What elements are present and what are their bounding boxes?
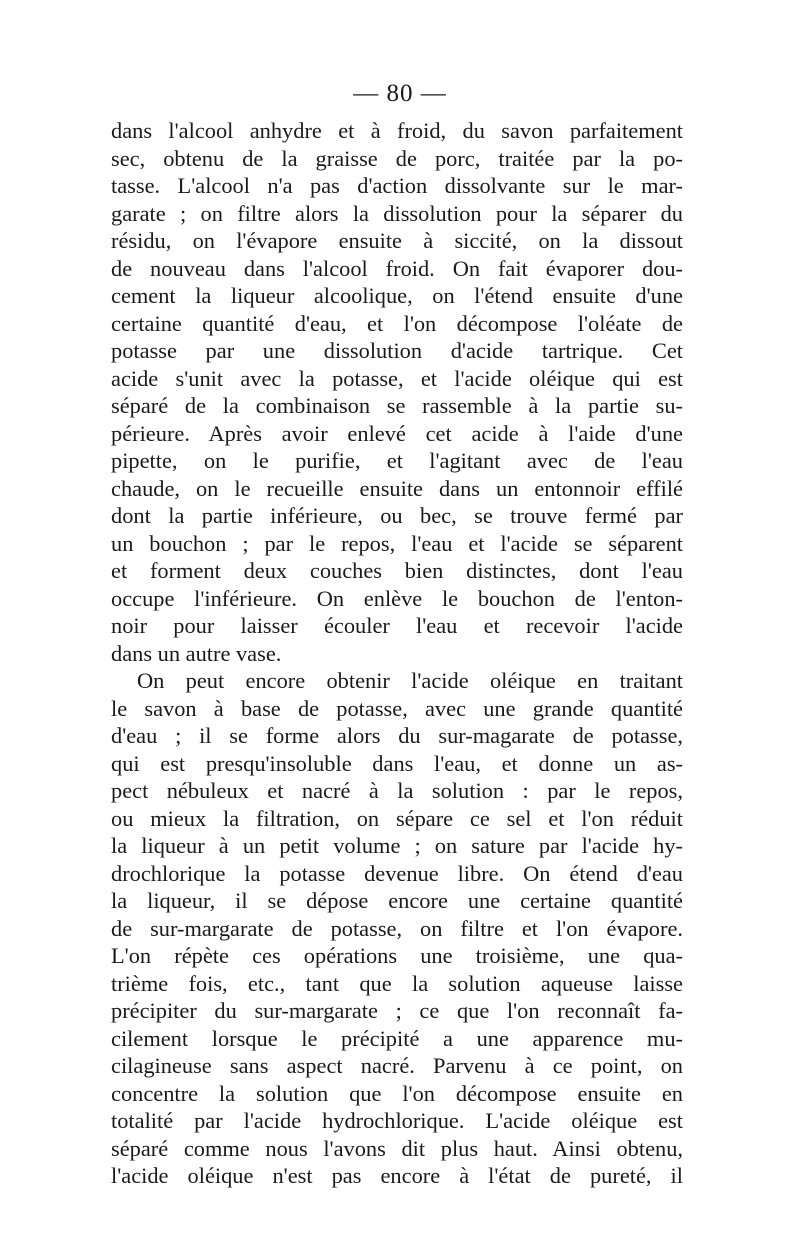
text-line: occupe l'inférieure. On enlève le bouchon de l'enton- xyxy=(111,585,683,611)
text-line: drochlorique la potasse devenue libre. On étend d'eau xyxy=(111,860,683,886)
text-line: dont la partie inférieure, ou bec, se trouve fermé par xyxy=(111,503,683,528)
text-line: certaine quantité d'eau, et l'on décompose l'oléate de xyxy=(111,310,683,336)
text-line: chaude, on le recueille ensuite dans un entonnoir effilé xyxy=(111,475,683,501)
text-line: concentre la solution que l'on décompose ensuite en xyxy=(111,1080,683,1106)
text-line: pipette, on le purifie, et l'agitant avec de l'eau xyxy=(111,448,683,473)
text-line: dans un autre vase. xyxy=(111,640,282,666)
text-line: tasse. L'alcool n'a pas d'action dissolvante sur le mar- xyxy=(111,173,683,198)
text-line: acide s'unit avec la potasse, et l'acide oléique qui est xyxy=(111,365,683,391)
text-line: précipiter du sur-margarate ; ce que l'on reconnaît fa- xyxy=(111,998,683,1023)
text-line: d'eau ; il se forme alors du sur-magarate de potasse, xyxy=(111,723,683,748)
text-line: potasse par une dissolution d'acide tartrique. Cet xyxy=(111,338,683,363)
text-line: cilagineuse sans aspect nacré. Parvenu à ce point, on xyxy=(111,1053,683,1078)
text-line: pect nébuleux et nacré à la solution : par le repos, xyxy=(111,778,683,803)
text-line: la liqueur, il se dépose encore une certaine quantité xyxy=(111,888,683,913)
text-line: sec, obtenu de la graisse de porc, traitée par la po- xyxy=(111,145,683,171)
text-line: le savon à base de potasse, avec une grande quantité xyxy=(111,695,683,721)
page-number: — 80 — xyxy=(353,80,447,107)
text-line: On peut encore obtenir l'acide oléique en traitant xyxy=(137,668,683,693)
text-line: ou mieux la filtration, on sépare ce sel et l'on réduit xyxy=(111,805,683,831)
body-text xyxy=(111,117,683,1190)
text-line: cilement lorsque le précipité a une apparence mu- xyxy=(111,1025,683,1051)
text-line: la liqueur à un petit volume ; on sature par l'acide hy- xyxy=(111,833,683,858)
text-line: L'on répète ces opérations une troisième, une qua- xyxy=(111,943,683,968)
text-line: séparé de la combinaison se rassemble à la partie su- xyxy=(111,393,683,418)
text-line: séparé comme nous l'avons dit plus haut. Ainsi obtenu, xyxy=(111,1135,683,1161)
text-line: dans l'alcool anhydre et à froid, du savon parfaitement xyxy=(111,118,683,143)
text-line: totalité par l'acide hydrochlorique. L'acide oléique est xyxy=(111,1108,683,1133)
text-line: et forment deux couches bien distinctes, dont l'eau xyxy=(111,558,683,583)
text-line: résidu, on l'évapore ensuite à siccité, on la dissout xyxy=(111,228,683,253)
text-line: garate ; on filtre alors la dissolution pour la séparer du xyxy=(111,200,683,226)
text-line: qui est presqu'insoluble dans l'eau, et donne un as- xyxy=(111,750,683,776)
text-line: l'acide oléique n'est pas encore à l'état de pureté, il xyxy=(111,1163,683,1188)
text-line: de nouveau dans l'alcool froid. On fait évaporer dou- xyxy=(111,255,683,281)
text-line: noir pour laisser écouler l'eau et recevoir l'acide xyxy=(111,613,683,638)
text-line: trième fois, etc., tant que la solution aqueuse laisse xyxy=(111,970,683,996)
text-line: un bouchon ; par le repos, l'eau et l'acide se séparent xyxy=(111,530,683,556)
text-line: cement la liqueur alcoolique, on l'étend ensuite d'une xyxy=(111,283,683,308)
text-line: de sur-margarate de potasse, on filtre et l'on évapore. xyxy=(111,915,683,941)
text-line: périeure. Après avoir enlevé cet acide à l'aide d'une xyxy=(111,420,683,446)
